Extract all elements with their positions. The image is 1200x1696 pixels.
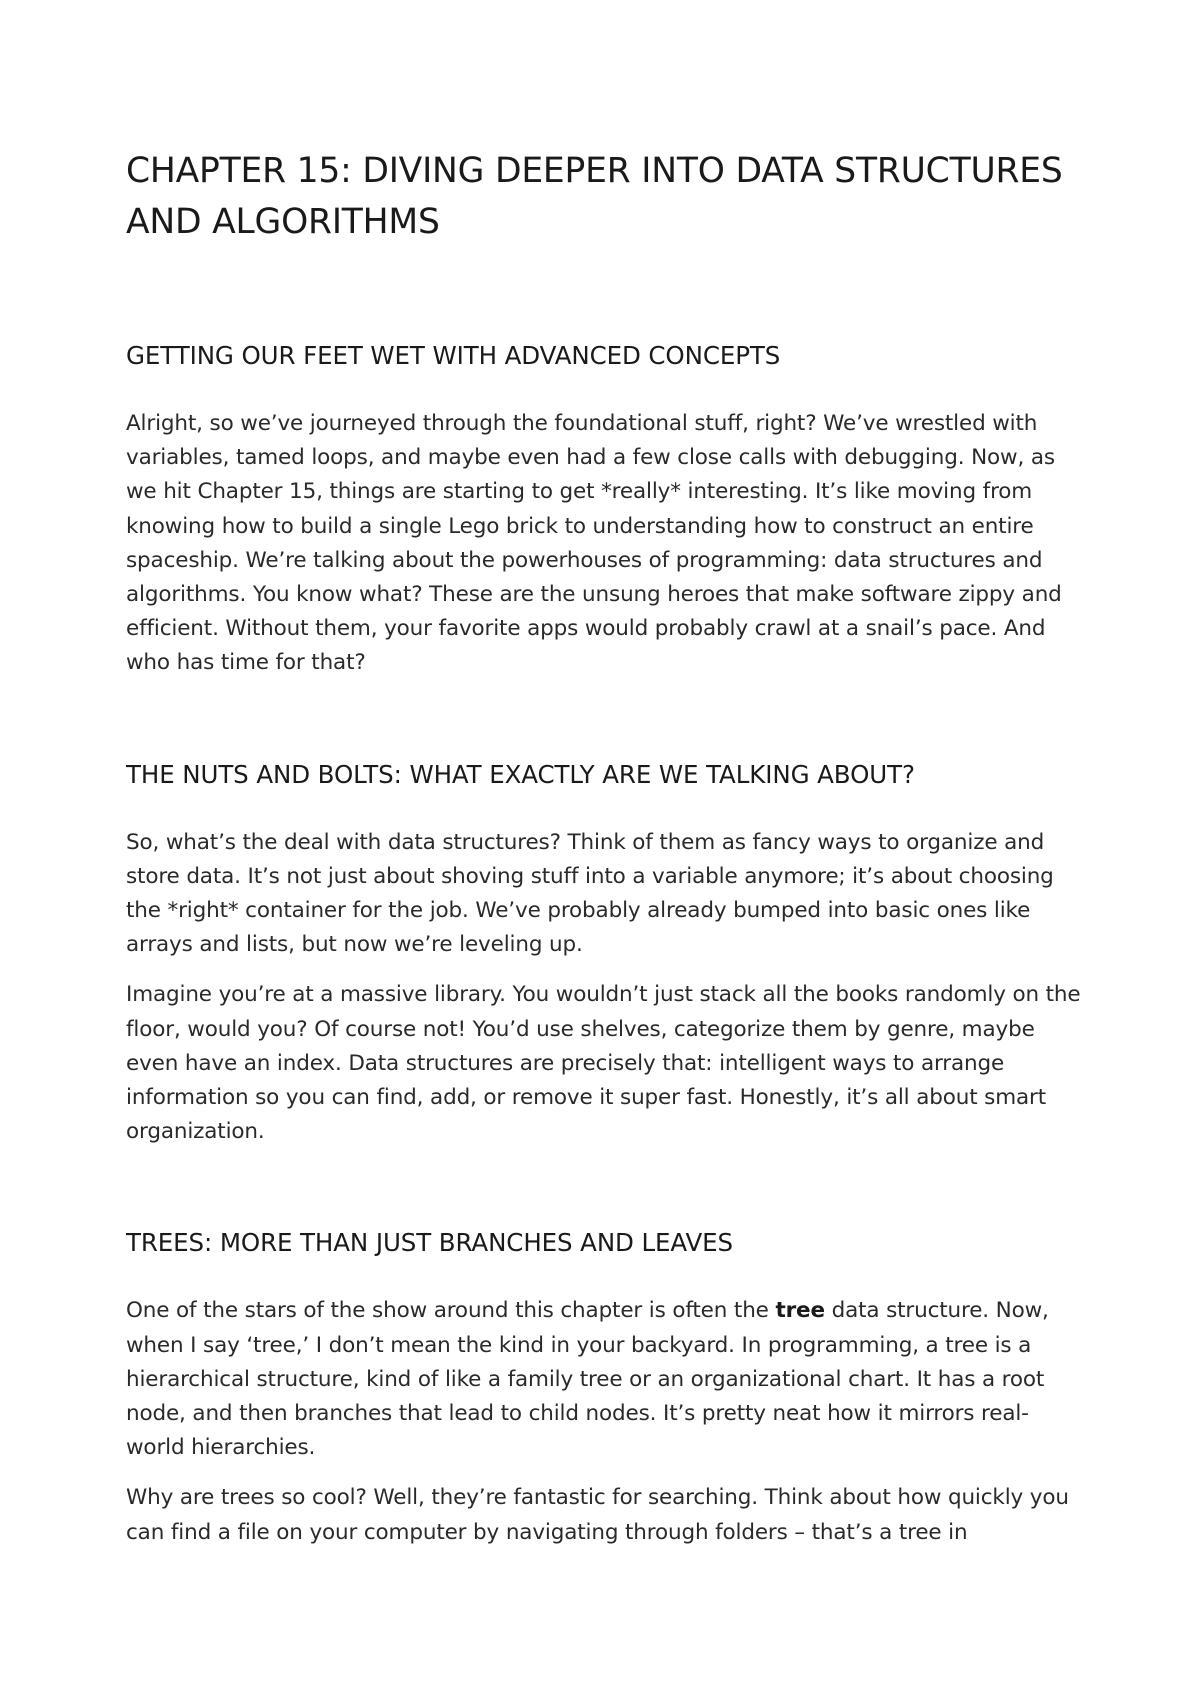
paragraph [126,1294,1086,1465]
paragraph: Why are trees so cool? Well, they’re fantastic for searching. Think about how quickly you can find a file on your computer by navigating through folders – that’s a tree in [126,1485,1069,1545]
section-heading-feet-wet: GETTING OUR FEET WET WITH ADVANCED CONCEPTS [126,341,781,370]
chapter-title: CHAPTER 15: DIVING DEEPER INTO DATA STRUCTURES AND ALGORITHMS [126,151,1063,242]
section-heading-nuts-and-bolts: THE NUTS AND BOLTS: WHAT EXACTLY ARE WE TALKING ABOUT? [126,759,915,789]
bold-term: tree [775,1298,825,1324]
paragraph: Alright, so we’ve journeyed through the foundational stuff, right? We’ve wrestled with variables, tamed loops, and maybe even had a few close calls with debugging. Now, as we hit Chapter 15, things are starting to get *really* interesting. It’s like moving from knowing how to build a single Lego brick to understanding how to construct an entire spaceship. We’re talking about the powerhouses of programming: data structures and algorithms. You know what? These are the unsung heroes that make software zippy and efficient. Without them, your favorite apps would probably crawl at a snail’s pace. And who has time for that? [126,411,1062,676]
paragraph: Imagine you’re at a massive library. You wouldn’t just stack all the books randomly on the floor, would you? Of course not! You’d use shelves, categorize them by genre, maybe even have an index. Data structures are precisely that: intelligent ways to arrange information so you can find, add, or remove it super fast. Honestly, it’s all about smart organization. [126,982,1081,1145]
paragraph-text: data structure. Now, when I say ‘tree,’ I don’t mean the kind in your backyard. In programming, a tree is a hierarchical structure, kind of like a family tree or an organizational chart. It has a root node, and then branches that lead to child nodes. It’s pretty neat how it mirrors real-world hierarchies. [126,1298,1049,1461]
section-heading-trees: TREES: MORE THAN JUST BRANCHES AND LEAVES [126,1228,734,1258]
paragraph-text: One of the stars of the show around this chapter is often the [126,1298,776,1324]
document-page [126,146,1086,1550]
paragraph: So, what’s the deal with data structures? Think of them as fancy ways to organize and store data. It’s not just about shoving stuff into a variable anymore; it’s about choosing the *right* container for the job. We’ve probably already bumped into basic ones like arrays and lists, but now we’re leveling up. [126,829,1054,958]
